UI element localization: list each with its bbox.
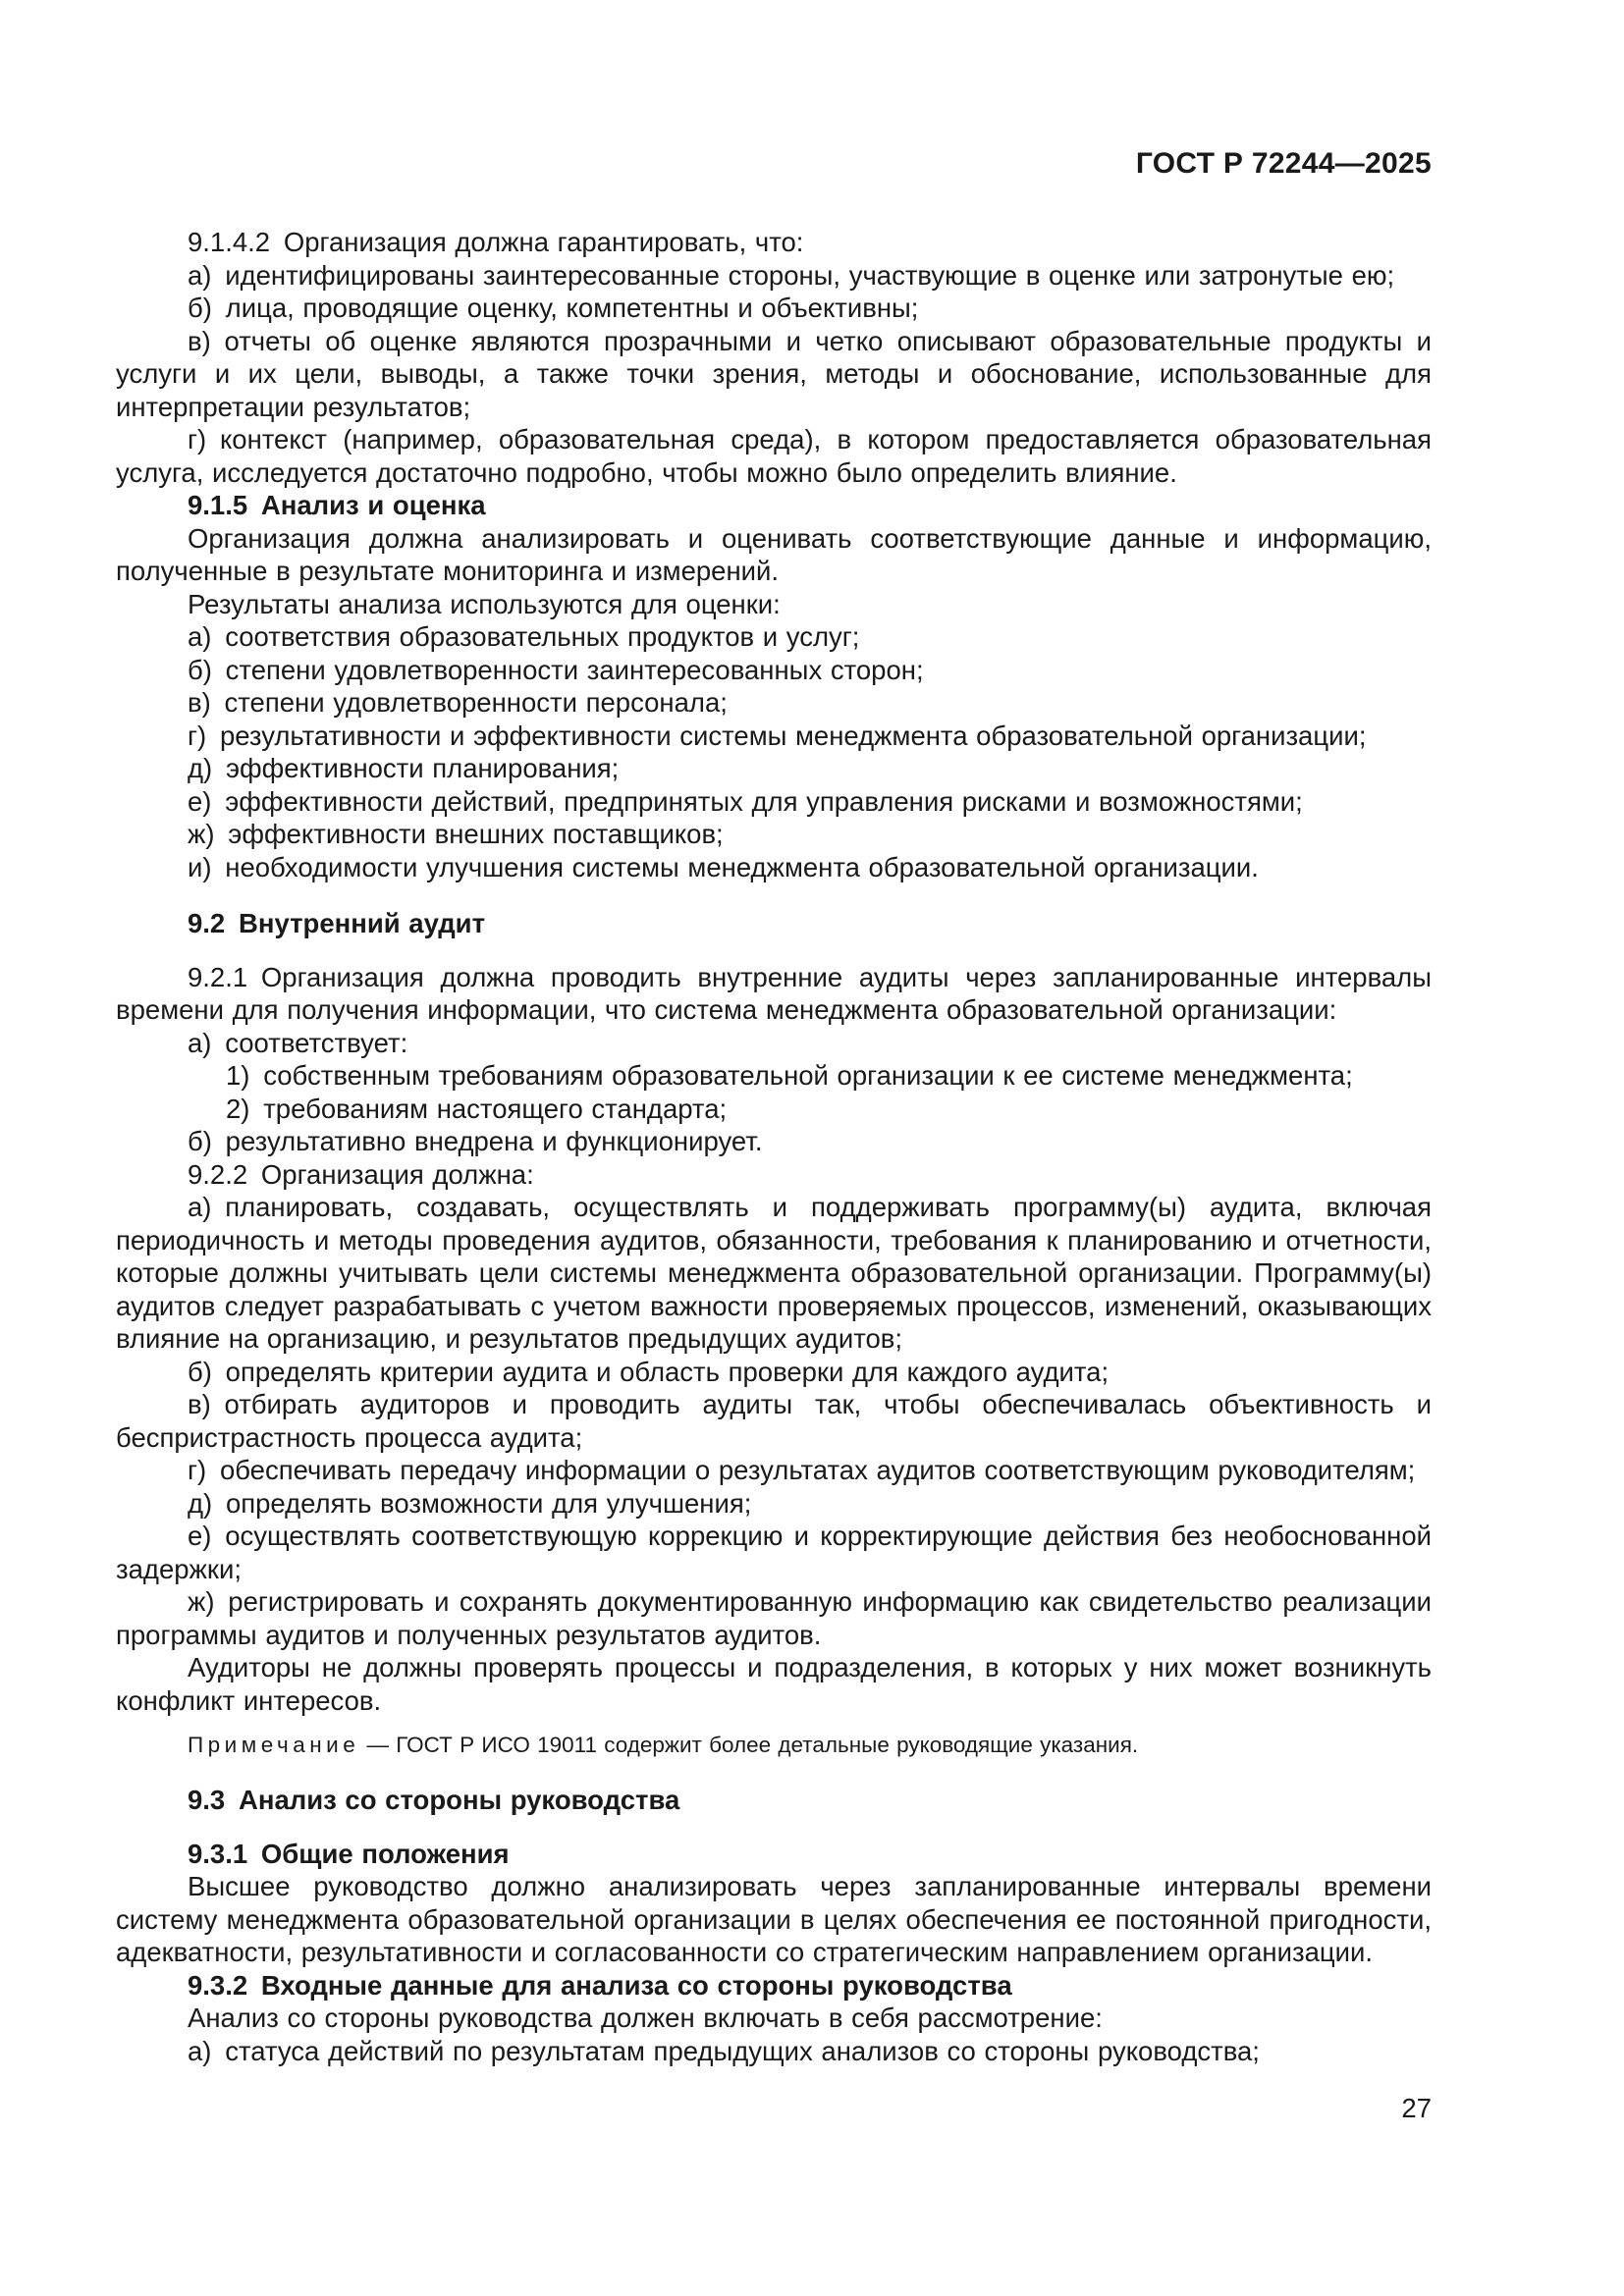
paragraph: и) необходимости улучшения системы менеджмента образовательной организации.: [188, 851, 1259, 882]
paragraph: б) лица, проводящие оценку, компетентны и объективны;: [188, 293, 919, 323]
paragraph: а) идентифицированы заинтересованные стороны, участвующие в оценке или затронутые ею;: [188, 259, 1395, 291]
paragraph: д) эффективности планирования;: [188, 753, 620, 783]
paragraph: б) определять критерии аудита и область проверки для каждого аудита;: [188, 1356, 1110, 1387]
clause-heading: 9.1.5 Анализ и оценка: [188, 490, 486, 520]
sub-list-item: 1) собственным требованиям образовательной организации к ее системе менеджмента;: [226, 1060, 1353, 1091]
paragraph: а) соответствия образовательных продуктов и услуг;: [188, 621, 860, 652]
page-number: 27: [1401, 2093, 1432, 2123]
paragraph: 9.2.1 Организация должна проводить внутренние аудиты через запланированные интервалы времени для получения информации, что система менеджмента образовательной организации:: [116, 961, 1432, 1025]
note-label: Примечание: [188, 1733, 360, 1757]
paragraph: б) степени удовлетворенности заинтересованных сторон;: [188, 654, 924, 685]
document-body: [116, 226, 1432, 2067]
section-heading: 9.2 Внутренний аудит: [188, 908, 486, 938]
paragraph: г) обеспечивать передачу информации о результатах аудитов соответствующим руководителям;: [188, 1455, 1416, 1485]
paragraph: ж) регистрировать и сохранять документированную информацию как свидетельство реализации программы аудитов и полученных результатов аудитов.: [116, 1586, 1432, 1650]
note-text: — ГОСТ Р ИСО 19011 содержит более детальные руководящие указания.: [359, 1733, 1139, 1757]
paragraph: б) результативно внедрена и функционирует.: [188, 1126, 763, 1156]
document-code-header: ГОСТ Р 72244—2025: [1135, 147, 1432, 180]
paragraph: е) осуществлять соответствующую коррекцию и корректирующие действия без необоснованной задержки;: [116, 1521, 1432, 1584]
paragraph: ж) эффективности внешних поставщиков;: [188, 819, 724, 849]
section-heading: 9.3 Анализ со стороны руководства: [188, 1785, 680, 1815]
paragraph: д) определять возможности для улучшения;: [188, 1487, 752, 1519]
clause-heading: 9.3.1 Общие положения: [188, 1838, 510, 1869]
paragraph: а) планировать, создавать, осуществлять и поддерживать программу(ы) аудита, включая периодичность и методы проведения аудитов, обязанности, требования к планированию и отчетности, которые должны учитывать цели системы менеджмента образовательной организации. Программу(ы) аудитов следует разрабатывать с учетом важности проверяемых процессов, изменений, оказывающих влияние на организацию, и результатов предыдущих аудитов;: [116, 1192, 1432, 1354]
paragraph: Организация должна анализировать и оценивать соответствующие данные и информацию, полученные в результате мониторинга и измерений.: [116, 522, 1432, 586]
sub-list-item: 2) требованиям настоящего стандарта;: [226, 1093, 728, 1124]
paragraph: е) эффективности действий, предпринятых для управления рисками и возможностями;: [188, 785, 1303, 817]
paragraph: г) контекст (например, образовательная среда), в котором предоставляется образовательная услуга, исследуется достаточно подробно, чтобы можно было определить влияние.: [116, 424, 1432, 488]
paragraph: в) отбирать аудиторов и проводить аудиты так, чтобы обеспечивалась объективность и беспристрастность процесса аудита;: [116, 1389, 1432, 1453]
paragraph: Высшее руководство должно анализировать через запланированные интервалы времени систему менеджмента образовательной организации в целях обеспечения ее постоянной пригодности, адекватности, результативности и согласованности со стратегическим направлением организации.: [116, 1871, 1432, 1967]
paragraph: в) отчеты об оценке являются прозрачными и четко описывают образовательные продукты и услуги и их цели, выводы, а также точки зрения, методы и обоснование, использованные для интерпретации результатов;: [116, 325, 1432, 422]
note-paragraph: [116, 1731, 1432, 1760]
paragraph: г) результативности и эффективности системы менеджмента образовательной организации;: [188, 720, 1367, 751]
paragraph: 9.1.4.2 Организация должна гарантировать, что:: [188, 227, 804, 257]
paragraph: 9.2.2 Организация должна:: [188, 1158, 534, 1190]
paragraph: Аудиторы не должны проверять процессы и подразделения, в которых у них может возникнуть конфликт интересов.: [116, 1652, 1432, 1716]
paragraph: а) соответствует:: [188, 1027, 408, 1058]
paragraph: Анализ со стороны руководства должен включать в себя рассмотрение:: [188, 2002, 1103, 2033]
paragraph: Результаты анализа используются для оценки:: [188, 588, 781, 619]
paragraph: а) статуса действий по результатам предыдущих анализов со стороны руководства;: [188, 2035, 1260, 2066]
paragraph: в) степени удовлетворенности персонала;: [188, 687, 728, 718]
clause-heading: 9.3.2 Входные данные для анализа со стороны руководства: [188, 1969, 1012, 2001]
